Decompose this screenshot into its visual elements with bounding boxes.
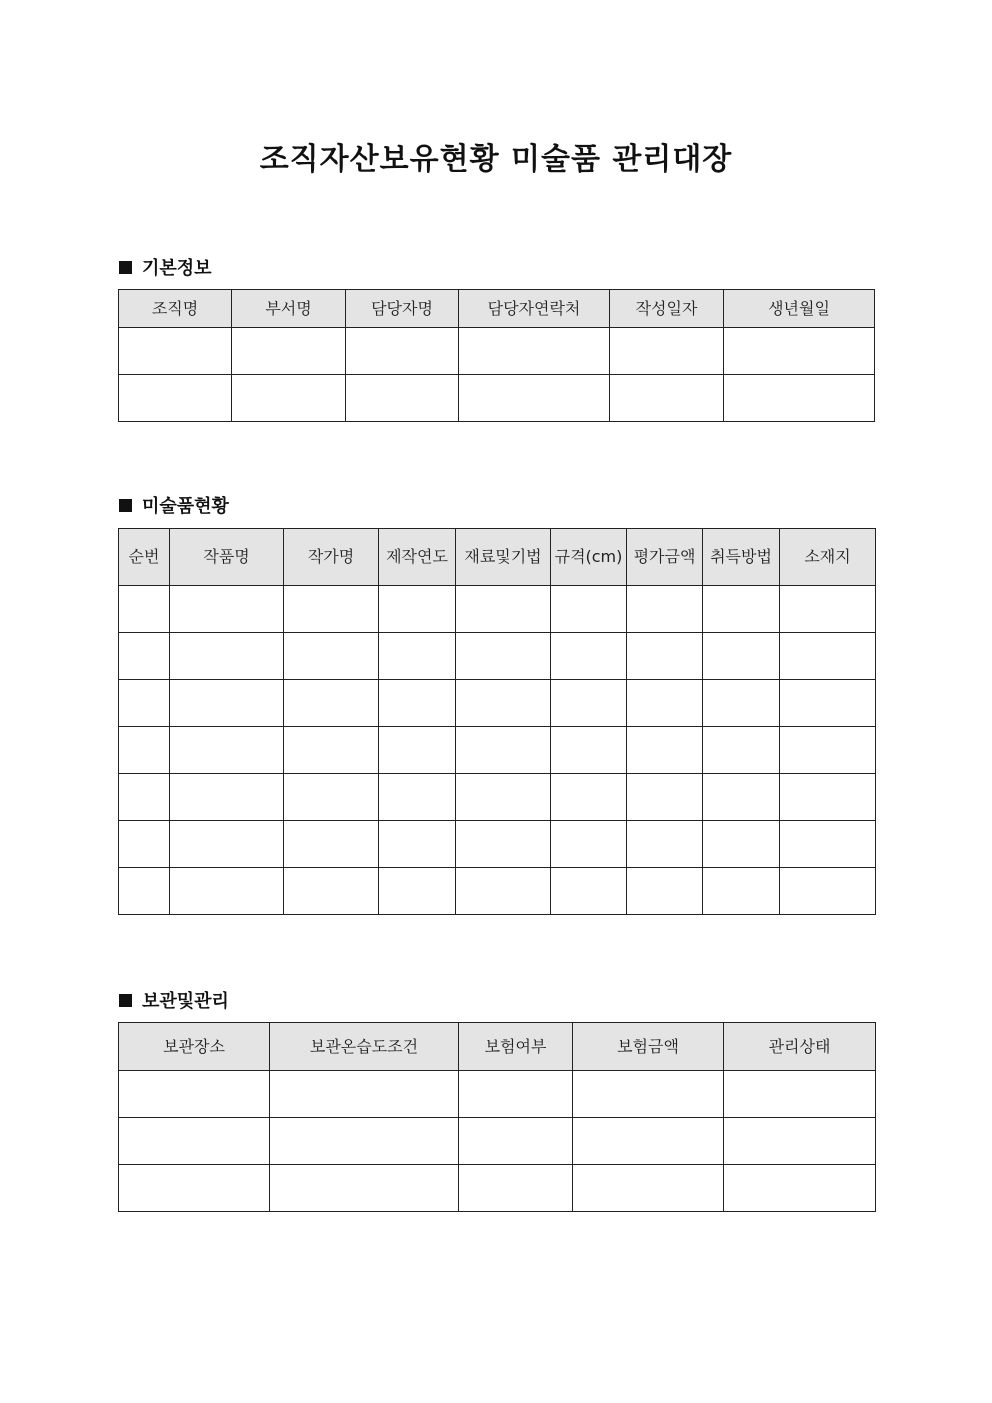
artwork-cell[interactable]	[170, 868, 284, 915]
storage-cell[interactable]	[119, 1165, 270, 1212]
artwork-cell[interactable]	[627, 680, 703, 727]
column-header: 재료및기법	[456, 529, 551, 586]
artwork-cell[interactable]	[627, 821, 703, 868]
column-header: 작품명	[170, 529, 284, 586]
section-heading-artwork-status	[119, 492, 229, 518]
column-header: 보험여부	[459, 1023, 573, 1071]
artwork-cell[interactable]	[780, 727, 876, 774]
artwork-cell[interactable]	[551, 774, 627, 821]
column-header: 보험금액	[573, 1023, 724, 1071]
storage-cell[interactable]	[119, 1118, 270, 1165]
artwork-cell[interactable]	[170, 586, 284, 633]
basic-info-cell[interactable]	[119, 328, 232, 375]
basic-info-cell[interactable]	[724, 328, 875, 375]
column-header: 취득방법	[703, 529, 780, 586]
artwork-cell[interactable]	[170, 727, 284, 774]
table-header-row	[119, 1023, 876, 1071]
artwork-cell[interactable]	[284, 868, 379, 915]
artwork-cell[interactable]	[780, 633, 876, 680]
basic-info-cell[interactable]	[610, 328, 724, 375]
artwork-cell[interactable]	[170, 633, 284, 680]
storage-row	[119, 1071, 876, 1118]
basic-info-cell[interactable]	[346, 375, 459, 422]
column-header: 조직명	[119, 290, 232, 328]
artwork-cell[interactable]	[456, 586, 551, 633]
storage-row	[119, 1118, 876, 1165]
section-heading-label: 보관및관리	[142, 991, 229, 1012]
artwork-cell[interactable]	[551, 680, 627, 727]
artwork-cell[interactable]	[284, 680, 379, 727]
artwork-cell[interactable]	[170, 774, 284, 821]
column-header: 담당자연락처	[459, 290, 610, 328]
artwork-cell[interactable]	[780, 586, 876, 633]
artwork-cell[interactable]	[703, 586, 780, 633]
artwork-cell[interactable]	[456, 774, 551, 821]
column-header: 소재지	[780, 529, 876, 586]
artwork-status-table	[118, 528, 876, 915]
storage-cell[interactable]	[573, 1118, 724, 1165]
storage-cell[interactable]	[459, 1118, 573, 1165]
artwork-cell[interactable]	[551, 868, 627, 915]
artwork-cell[interactable]	[379, 774, 456, 821]
artwork-cell[interactable]	[627, 633, 703, 680]
artwork-cell[interactable]	[170, 680, 284, 727]
storage-cell[interactable]	[573, 1071, 724, 1118]
artwork-cell[interactable]	[456, 680, 551, 727]
artwork-cell[interactable]	[780, 821, 876, 868]
artwork-row	[119, 868, 876, 915]
basic-info-cell[interactable]	[459, 328, 610, 375]
artwork-row	[119, 680, 876, 727]
section-heading-label: 기본정보	[142, 258, 212, 279]
storage-row	[119, 1165, 876, 1212]
column-header: 작성일자	[610, 290, 724, 328]
artwork-cell[interactable]	[284, 727, 379, 774]
artwork-cell[interactable]	[703, 821, 780, 868]
table-header-row	[119, 529, 876, 586]
artwork-cell[interactable]	[456, 633, 551, 680]
square-bullet-icon	[119, 994, 132, 1007]
column-header: 규격(cm)	[551, 529, 627, 586]
basic-info-cell[interactable]	[724, 375, 875, 422]
artwork-row	[119, 727, 876, 774]
artwork-cell[interactable]	[379, 727, 456, 774]
storage-cell[interactable]	[724, 1118, 876, 1165]
artwork-cell[interactable]	[170, 821, 284, 868]
column-header: 생년월일	[724, 290, 875, 328]
section-heading-basic-info	[119, 254, 212, 280]
column-header: 보관장소	[119, 1023, 270, 1071]
section-heading-storage	[119, 987, 229, 1013]
artwork-cell[interactable]	[119, 821, 170, 868]
artwork-cell[interactable]	[780, 868, 876, 915]
artwork-cell[interactable]	[284, 586, 379, 633]
artwork-cell[interactable]	[780, 774, 876, 821]
artwork-cell[interactable]	[456, 727, 551, 774]
square-bullet-icon	[119, 499, 132, 512]
basic-info-cell[interactable]	[459, 375, 610, 422]
artwork-cell[interactable]	[119, 727, 170, 774]
basic-info-table	[118, 289, 875, 422]
column-header: 보관온습도조건	[270, 1023, 459, 1071]
artwork-row	[119, 586, 876, 633]
artwork-row	[119, 633, 876, 680]
artwork-cell[interactable]	[379, 680, 456, 727]
section-heading-label: 미술품현황	[142, 496, 229, 517]
artwork-cell[interactable]	[551, 586, 627, 633]
artwork-cell[interactable]	[379, 633, 456, 680]
artwork-cell[interactable]	[119, 680, 170, 727]
artwork-cell[interactable]	[379, 821, 456, 868]
artwork-cell[interactable]	[551, 727, 627, 774]
artwork-cell[interactable]	[627, 586, 703, 633]
artwork-cell[interactable]	[703, 774, 780, 821]
column-header: 순번	[119, 529, 170, 586]
storage-cell[interactable]	[573, 1165, 724, 1212]
column-header: 담당자명	[346, 290, 459, 328]
artwork-cell[interactable]	[627, 774, 703, 821]
square-bullet-icon	[119, 261, 132, 274]
column-header: 부서명	[232, 290, 346, 328]
column-header: 관리상태	[724, 1023, 876, 1071]
artwork-cell[interactable]	[379, 868, 456, 915]
artwork-cell[interactable]	[119, 633, 170, 680]
storage-cell[interactable]	[119, 1071, 270, 1118]
storage-cell[interactable]	[459, 1071, 573, 1118]
artwork-cell[interactable]	[284, 633, 379, 680]
artwork-cell[interactable]	[551, 633, 627, 680]
artwork-cell[interactable]	[456, 868, 551, 915]
artwork-cell[interactable]	[703, 868, 780, 915]
basic-info-cell[interactable]	[119, 375, 232, 422]
artwork-cell[interactable]	[703, 633, 780, 680]
page-title: 조직자산보유현황 미술품 관리대장	[259, 142, 733, 177]
basic-info-cell[interactable]	[232, 375, 346, 422]
storage-cell[interactable]	[459, 1165, 573, 1212]
artwork-cell[interactable]	[780, 680, 876, 727]
basic-info-cell[interactable]	[346, 328, 459, 375]
artwork-cell[interactable]	[456, 821, 551, 868]
storage-cell[interactable]	[724, 1165, 876, 1212]
artwork-cell[interactable]	[551, 821, 627, 868]
artwork-cell[interactable]	[703, 727, 780, 774]
basic-info-row	[119, 375, 875, 422]
storage-cell[interactable]	[270, 1071, 459, 1118]
artwork-cell[interactable]	[284, 821, 379, 868]
artwork-cell[interactable]	[627, 868, 703, 915]
artwork-row	[119, 821, 876, 868]
column-header: 평가금액	[627, 529, 703, 586]
storage-cell[interactable]	[724, 1071, 876, 1118]
artwork-cell[interactable]	[379, 586, 456, 633]
artwork-cell[interactable]	[703, 680, 780, 727]
artwork-cell[interactable]	[119, 586, 170, 633]
column-header: 제작연도	[379, 529, 456, 586]
artwork-cell[interactable]	[627, 727, 703, 774]
storage-table	[118, 1022, 876, 1212]
column-header: 작가명	[284, 529, 379, 586]
storage-cell[interactable]	[270, 1165, 459, 1212]
basic-info-cell[interactable]	[610, 375, 724, 422]
basic-info-cell[interactable]	[232, 328, 346, 375]
table-header-row	[119, 290, 875, 328]
storage-cell[interactable]	[270, 1118, 459, 1165]
basic-info-row	[119, 328, 875, 375]
artwork-cell[interactable]	[119, 868, 170, 915]
artwork-row	[119, 774, 876, 821]
artwork-cell[interactable]	[284, 774, 379, 821]
artwork-cell[interactable]	[119, 774, 170, 821]
